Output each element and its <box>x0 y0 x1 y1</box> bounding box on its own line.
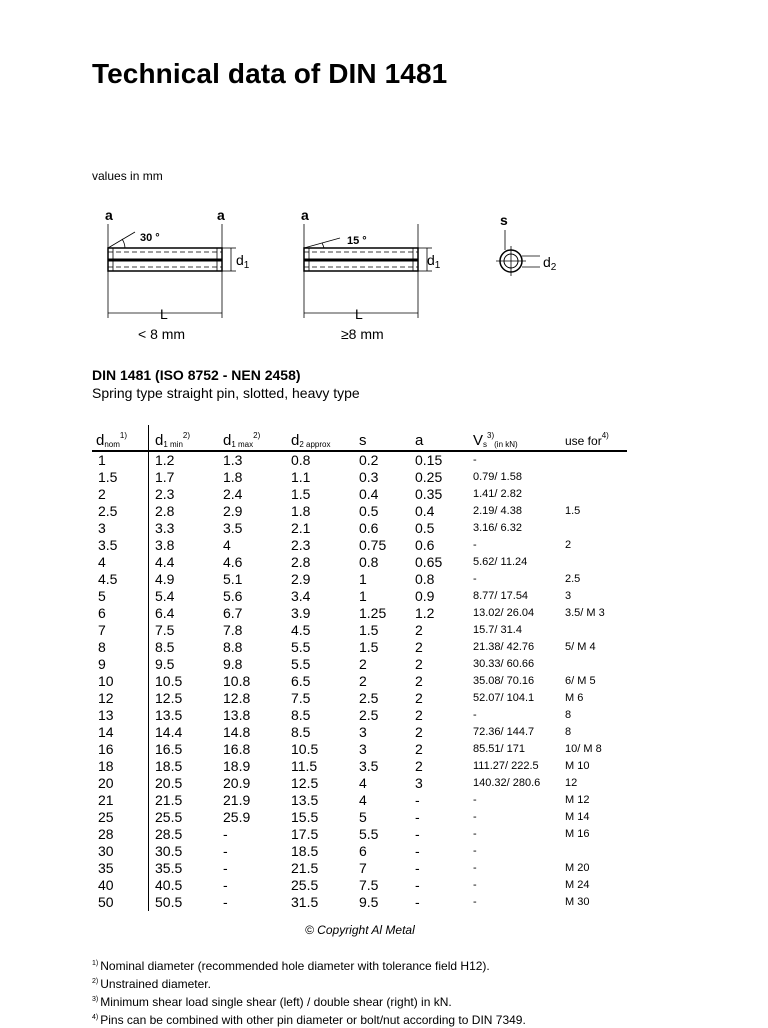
cell-d-nom: 7 <box>92 622 149 639</box>
cell-use-for: 5/ M 4 <box>565 641 596 653</box>
cell-use-for: M 10 <box>565 760 590 772</box>
cell-d1-min: 18.5 <box>155 758 183 774</box>
cell-d1-max: 12.8 <box>223 690 251 706</box>
cell-shear-load: 111.27/ 222.5 <box>473 760 539 772</box>
cell-shear-load: - <box>473 454 477 466</box>
cell-d2-approx: 18.5 <box>291 843 319 859</box>
cell-d2-approx: 31.5 <box>291 894 319 910</box>
cell-d-nom: 8 <box>92 639 149 656</box>
table-row <box>92 724 627 741</box>
cell-d1-min: 12.5 <box>155 690 183 706</box>
cell-a: - <box>415 894 420 910</box>
cell-d1-max: 16.8 <box>223 741 251 757</box>
cell-s: 0.5 <box>359 503 379 519</box>
cell-s: 1 <box>359 588 367 604</box>
header-use-for: use for$^{4)}$ <box>559 425 627 451</box>
pin-over-8mm-drawing <box>304 224 432 318</box>
cell-d-nom: 14 <box>92 724 149 741</box>
cell-use-for: M 12 <box>565 794 590 806</box>
cell-d-nom: 35 <box>92 860 149 877</box>
cell-d2-approx: 2.9 <box>291 571 311 587</box>
cell-a: 1.2 <box>415 605 435 621</box>
cell-use-for: 12 <box>565 777 578 789</box>
cell-d1-min: 8.5 <box>155 639 175 655</box>
section-description: Spring type straight pin, slotted, heavy type <box>92 385 360 401</box>
cell-s: 0.8 <box>359 554 379 570</box>
cell-a: - <box>415 826 420 842</box>
cell-s: 0.2 <box>359 452 379 468</box>
cell-d2-approx: 25.5 <box>291 877 319 893</box>
cell-s: 0.6 <box>359 520 379 536</box>
cell-d2-approx: 11.5 <box>291 758 318 774</box>
dimensions-table <box>92 425 627 911</box>
table-row <box>92 860 627 877</box>
cell-d1-max: 9.8 <box>223 656 243 672</box>
cell-d1-min: 4.9 <box>155 571 175 587</box>
cell-s: 3 <box>359 724 367 740</box>
cell-shear-load: 72.36/ 144.7 <box>473 726 535 738</box>
pin-under-8mm-label-a-right: a <box>217 207 225 223</box>
cell-a: 0.35 <box>415 486 443 502</box>
cell-shear-load: 2.19/ 4.38 <box>473 505 522 517</box>
cell-s: 2 <box>359 673 367 689</box>
cell-d-nom: 25 <box>92 809 149 826</box>
table-row <box>92 554 627 571</box>
cell-d-nom: 6 <box>92 605 149 622</box>
cross-section-s-label: s <box>500 212 508 228</box>
cell-a: 0.5 <box>415 520 435 536</box>
cell-d2-approx: 3.9 <box>291 605 311 621</box>
cell-d1-min: 14.4 <box>155 724 183 740</box>
cell-d1-min: 21.5 <box>155 792 183 808</box>
cell-d2-approx: 13.5 <box>291 792 319 808</box>
table-row <box>92 656 627 673</box>
cell-d1-min: 5.4 <box>155 588 175 604</box>
table-row <box>92 826 627 843</box>
table-row <box>92 537 627 554</box>
cell-shear-load: - <box>473 828 477 840</box>
cell-d1-max: 18.9 <box>223 758 251 774</box>
table-row <box>92 588 627 605</box>
cell-use-for: 2.5 <box>565 573 581 585</box>
cell-d2-approx: 6.5 <box>291 673 311 689</box>
cell-shear-load: - <box>473 845 477 857</box>
cell-s: 1.5 <box>359 639 379 655</box>
cell-a: 2 <box>415 639 423 655</box>
pin-over-8mm-angle-label: 15 ° <box>347 235 367 247</box>
cell-use-for <box>559 451 627 469</box>
header-a: a <box>409 425 467 451</box>
table-row <box>92 792 627 809</box>
cell-d-nom: 16 <box>92 741 149 758</box>
pin-under-8mm-d1-label: $d_1$ <box>236 252 250 271</box>
cell-d2-approx: 0.8 <box>291 452 311 468</box>
cell-d1-max: 4 <box>223 537 231 553</box>
cell-a: 0.6 <box>415 537 435 553</box>
pin-diagrams <box>90 200 590 350</box>
cell-d1-min: 16.5 <box>155 741 183 757</box>
cell-s: 6 <box>359 843 367 859</box>
cell-d1-min: 2.3 <box>155 486 175 502</box>
table-row <box>92 503 627 520</box>
cell-a: 0.65 <box>415 554 443 570</box>
cell-d1-min: 35.5 <box>155 860 183 876</box>
cell-d1-max: 8.8 <box>223 639 243 655</box>
table-header-row <box>92 425 627 451</box>
cell-d2-approx: 3.4 <box>291 588 311 604</box>
cell-d-nom: 9 <box>92 656 149 673</box>
cell-a: - <box>415 877 420 893</box>
cell-d2-approx: 1.8 <box>291 503 311 519</box>
cell-use-for: M 16 <box>565 828 590 840</box>
cell-shear-load: 5.62/ 11.24 <box>473 556 528 568</box>
cell-a: 2 <box>415 656 423 672</box>
cell-shear-load: - <box>473 794 477 806</box>
cell-shear-load: - <box>473 862 477 874</box>
cell-d1-max: 6.7 <box>223 605 243 621</box>
cell-use-for: 8 <box>565 709 572 721</box>
cell-shear-load: 21.38/ 42.76 <box>473 641 535 653</box>
cell-d-nom: 4.5 <box>92 571 149 588</box>
table-row <box>92 622 627 639</box>
cell-d2-approx: 2.1 <box>291 520 311 536</box>
cell-s: 0.4 <box>359 486 379 502</box>
cell-d-nom: 50 <box>92 894 149 911</box>
cell-use-for: 3.5/ M 3 <box>565 607 605 619</box>
cell-s: 2.5 <box>359 707 379 723</box>
cell-d1-min: 10.5 <box>155 673 183 689</box>
cell-d1-min: 20.5 <box>155 775 183 791</box>
cell-d-nom: 30 <box>92 843 149 860</box>
cell-s: 0.75 <box>359 537 387 553</box>
cell-d-nom: 18 <box>92 758 149 775</box>
cell-d1-min: 28.5 <box>155 826 183 842</box>
pin-under-8mm-size-label: < 8 mm <box>138 326 186 342</box>
cell-use-for: 1.5 <box>565 505 581 517</box>
cell-a: - <box>415 792 420 808</box>
cell-a: 0.4 <box>415 503 435 519</box>
cell-d1-max: 2.4 <box>223 486 243 502</box>
cell-a: 0.25 <box>415 469 443 485</box>
cell-use-for <box>559 520 627 537</box>
cell-d1-min: 25.5 <box>155 809 183 825</box>
cell-use-for <box>559 622 627 639</box>
cell-d-nom: 21 <box>92 792 149 809</box>
cell-d2-approx: 21.5 <box>291 860 319 876</box>
cell-s: 3.5 <box>359 758 379 774</box>
cell-s: 5.5 <box>359 826 379 842</box>
cell-d1-max: - <box>223 877 228 893</box>
cell-s: 5 <box>359 809 367 825</box>
pin-cross-section-drawing <box>496 230 540 276</box>
section-title: DIN 1481 (ISO 8752 - NEN 2458) <box>92 367 301 383</box>
cell-shear-load: 140.32/ 280.6 <box>473 777 541 789</box>
cell-use-for: M 24 <box>565 879 590 891</box>
cell-d1-min: 9.5 <box>155 656 175 672</box>
cell-a: 2 <box>415 758 423 774</box>
cell-use-for: 3 <box>565 590 572 602</box>
cell-s: 1.5 <box>359 622 379 638</box>
cell-a: 2 <box>415 741 423 757</box>
cell-d-nom: 4 <box>92 554 149 571</box>
table-row <box>92 707 627 724</box>
table-row <box>92 877 627 894</box>
cell-use-for: M 14 <box>565 811 590 823</box>
cell-s: 9.5 <box>359 894 379 910</box>
header-d-nom: $d_{nom}^{1)}$ <box>92 425 149 451</box>
table-row <box>92 741 627 758</box>
table-row <box>92 758 627 775</box>
cell-a: 0.15 <box>415 452 443 468</box>
cell-shear-load: 35.08/ 70.16 <box>473 675 535 687</box>
cell-d1-max: 25.9 <box>223 809 251 825</box>
cell-a: 2 <box>415 707 423 723</box>
cell-use-for: 2 <box>565 539 572 551</box>
cell-a: 2 <box>415 673 423 689</box>
cell-a: - <box>415 843 420 859</box>
cell-shear-load: 8.77/ 17.54 <box>473 590 529 602</box>
cell-shear-load: 1.41/ 2.82 <box>473 488 522 500</box>
cell-a: 3 <box>415 775 423 791</box>
cell-shear-load: - <box>473 539 477 551</box>
cell-d1-max: 13.8 <box>223 707 251 723</box>
cell-d1-max: 14.8 <box>223 724 251 740</box>
cell-d1-max: - <box>223 826 228 842</box>
cell-s: 4 <box>359 775 367 791</box>
units-note: values in mm <box>92 169 163 183</box>
cell-use-for <box>559 554 627 571</box>
cell-d-nom: 5 <box>92 588 149 605</box>
cell-d-nom: 12 <box>92 690 149 707</box>
cell-d2-approx: 2.8 <box>291 554 311 570</box>
cell-d2-approx: 8.5 <box>291 707 311 723</box>
table-row <box>92 486 627 503</box>
cell-d1-max: 21.9 <box>223 792 251 808</box>
cell-d2-approx: 2.3 <box>291 537 311 553</box>
table-row <box>92 520 627 537</box>
header-d1-max: $d_{1 max}^{2)}$ <box>217 425 285 451</box>
pin-over-8mm-d1-label: $d_1$ <box>427 252 441 271</box>
pin-under-8mm-drawing <box>108 224 236 318</box>
cell-d1-max: 2.9 <box>223 503 243 519</box>
cell-shear-load: 52.07/ 104.1 <box>473 692 535 704</box>
cell-d1-min: 1.2 <box>155 452 175 468</box>
cell-d1-min: 50.5 <box>155 894 183 910</box>
table-row <box>92 894 627 911</box>
cell-d2-approx: 15.5 <box>291 809 319 825</box>
header-d1-min: $d_{1 min}^{2)}$ <box>149 425 218 451</box>
cell-shear-load: - <box>473 573 477 585</box>
cell-shear-load: 3.16/ 6.32 <box>473 522 522 534</box>
cell-d-nom: 1 <box>92 451 149 469</box>
footnote-4: $^{4)}$ Pins can be combined with other pin diameter or bolt/nut according to DIN 7349. <box>92 1013 526 1027</box>
cell-d-nom: 1.5 <box>92 469 149 486</box>
cell-use-for: M 6 <box>565 692 584 704</box>
pin-under-8mm-length-label: L <box>160 306 168 322</box>
footnotes <box>92 956 526 1028</box>
footnote-2: $^{2)}$ Unstrained diameter. <box>92 977 211 991</box>
cell-d-nom: 28 <box>92 826 149 843</box>
cell-shear-load: 15.7/ 31.4 <box>473 624 522 636</box>
cell-shear-load: 13.02/ 26.04 <box>473 607 535 619</box>
cell-d-nom: 10 <box>92 673 149 690</box>
cell-s: 2 <box>359 656 367 672</box>
cell-use-for <box>559 486 627 503</box>
cell-d1-max: 20.9 <box>223 775 251 791</box>
cell-use-for: 8 <box>565 726 572 738</box>
cell-s: 7 <box>359 860 367 876</box>
cell-d1-max: - <box>223 894 228 910</box>
cell-use-for: 6/ M 5 <box>565 675 596 687</box>
header-shear-load: $V_s^{3)}_{(in kN)}$ <box>467 425 559 451</box>
cell-shear-load: - <box>473 709 477 721</box>
table-row <box>92 639 627 656</box>
cell-a: 2 <box>415 724 423 740</box>
cell-a: 2 <box>415 622 423 638</box>
cell-use-for: 10/ M 8 <box>565 743 602 755</box>
cell-a: 0.9 <box>415 588 435 604</box>
table-row <box>92 451 627 469</box>
cell-d1-min: 40.5 <box>155 877 183 893</box>
cell-d-nom: 20 <box>92 775 149 792</box>
cell-d1-max: 5.6 <box>223 588 243 604</box>
cell-shear-load: - <box>473 879 477 891</box>
cell-shear-load: 85.51/ 171 <box>473 743 525 755</box>
cell-a: 0.8 <box>415 571 435 587</box>
header-d2-approx: $d_{2 approx}$ <box>285 425 353 451</box>
cell-d2-approx: 7.5 <box>291 690 311 706</box>
cell-d1-max: 7.8 <box>223 622 243 638</box>
table-row <box>92 673 627 690</box>
cell-shear-load: - <box>473 811 477 823</box>
table-row <box>92 690 627 707</box>
table-body <box>92 451 627 911</box>
cell-d1-max: - <box>223 843 228 859</box>
cell-d1-min: 7.5 <box>155 622 175 638</box>
cell-d1-min: 2.8 <box>155 503 175 519</box>
pin-over-8mm-length-label: L <box>355 306 363 322</box>
table-row <box>92 571 627 588</box>
cell-shear-load: 30.33/ 60.66 <box>473 658 535 670</box>
table-row <box>92 469 627 486</box>
cell-d1-min: 4.4 <box>155 554 175 570</box>
cell-d2-approx: 10.5 <box>291 741 319 757</box>
pin-over-8mm-size-label: ≥8 mm <box>341 326 384 342</box>
cell-d1-max: 1.3 <box>223 452 243 468</box>
cell-d2-approx: 4.5 <box>291 622 311 638</box>
cell-d1-max: - <box>223 860 228 876</box>
cell-shear-load: - <box>473 896 477 908</box>
cell-use-for <box>559 843 627 860</box>
header-s: s <box>353 425 409 451</box>
cell-d2-approx: 12.5 <box>291 775 319 791</box>
cell-d-nom: 13 <box>92 707 149 724</box>
cell-d1-min: 13.5 <box>155 707 183 723</box>
copyright-note: © Copyright Al Metal <box>305 923 415 937</box>
cell-d2-approx: 5.5 <box>291 656 311 672</box>
table-row <box>92 605 627 622</box>
cell-d1-min: 3.3 <box>155 520 175 536</box>
cell-d-nom: 2.5 <box>92 503 149 520</box>
cell-d-nom: 40 <box>92 877 149 894</box>
footnote-1: $^{1)}$ Nominal diameter (recommended hole diameter with tolerance field H12). <box>92 959 490 973</box>
cell-d1-min: 1.7 <box>155 469 175 485</box>
cell-use-for <box>559 656 627 673</box>
pin-under-8mm-label-a-left: a <box>105 207 113 223</box>
cell-d1-min: 30.5 <box>155 843 183 859</box>
cell-a: - <box>415 809 420 825</box>
cell-d1-max: 1.8 <box>223 469 243 485</box>
cell-d1-max: 3.5 <box>223 520 243 536</box>
cell-s: 4 <box>359 792 367 808</box>
cell-shear-load: 0.79/ 1.58 <box>473 471 522 483</box>
cell-d1-max: 5.1 <box>223 571 243 587</box>
cell-use-for: M 20 <box>565 862 590 874</box>
cell-d-nom: 2 <box>92 486 149 503</box>
page-title: Technical data of DIN 1481 <box>92 58 448 89</box>
cell-s: 7.5 <box>359 877 379 893</box>
cell-d-nom: 3.5 <box>92 537 149 554</box>
cell-s: 0.3 <box>359 469 379 485</box>
cell-s: 2.5 <box>359 690 379 706</box>
cell-s: 1 <box>359 571 367 587</box>
cell-d2-approx: 17.5 <box>291 826 319 842</box>
cell-use-for <box>559 469 627 486</box>
table-row <box>92 809 627 826</box>
footnote-3: $^{3)}$ Minimum shear load single shear (left) / double shear (right) in kN. <box>92 995 452 1009</box>
cell-s: 1.25 <box>359 605 387 621</box>
cross-section-d2-label: $d_2$ <box>543 254 557 273</box>
cell-d1-min: 6.4 <box>155 605 175 621</box>
pin-over-8mm-label-a: a <box>301 207 309 223</box>
cell-d1-max: 4.6 <box>223 554 243 570</box>
cell-a: 2 <box>415 690 423 706</box>
table-row <box>92 843 627 860</box>
cell-d1-min: 3.8 <box>155 537 175 553</box>
pin-under-8mm-angle-label: 30 ° <box>140 232 160 244</box>
cell-d2-approx: 1.5 <box>291 486 311 502</box>
cell-s: 3 <box>359 741 367 757</box>
cell-d2-approx: 1.1 <box>291 469 311 485</box>
cell-d-nom: 3 <box>92 520 149 537</box>
cell-d1-max: 10.8 <box>223 673 251 689</box>
table-row <box>92 775 627 792</box>
cell-a: - <box>415 860 420 876</box>
cell-d2-approx: 8.5 <box>291 724 311 740</box>
cell-d2-approx: 5.5 <box>291 639 311 655</box>
cell-use-for: M 30 <box>565 896 590 908</box>
